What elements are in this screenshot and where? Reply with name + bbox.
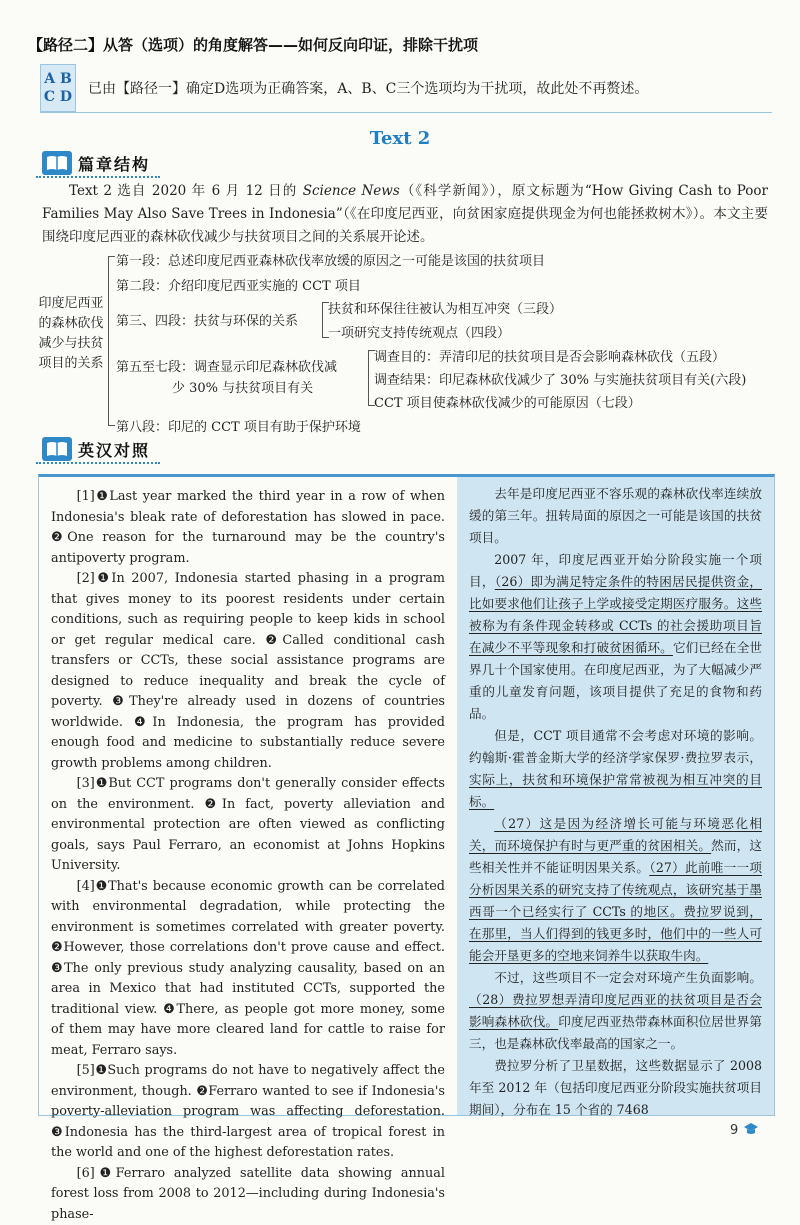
tree-p34: 第三、四段：扶贫与环保的关系 <box>116 310 298 329</box>
structure-heading <box>42 150 150 176</box>
zh-paragraph-1 <box>469 483 762 549</box>
en-paragraph-1: [1]❶Last year marked the third year in a row of when Indonesia's bleak rate of deforestation has slowed in pace. ❷One reason for the turnaround may be the country's antipoverty program. <box>51 487 445 569</box>
route2-explanation: 已由【路径一】确定D选项为正确答案，A、B、C三个选项均为干扰项，故此处不再赘述。 <box>88 78 648 98</box>
zh-2a: 2007 年，印度尼西亚开始分阶段实施一个项目， <box>469 552 762 589</box>
option-label-ab: A B <box>41 70 75 88</box>
zh-5a: 不过，这些项目不一定会对环境产生负面影响。 <box>494 970 762 985</box>
tree-p34a: 扶贫和环保往往被认为相互冲突（三段） <box>328 298 562 317</box>
structure-heading-label: 篇章结构 <box>78 152 150 175</box>
bilingual-panel <box>38 474 775 1116</box>
graduation-cap-icon <box>743 1122 759 1136</box>
tree-root: 印度尼西亚的森林砍伐减少与扶贫项目的关系 <box>38 294 104 374</box>
en-paragraph-6: [6]❶Ferraro analyzed satellite data showing annual forest loss from 2008 to 2012—including during Indonesia's phase- <box>51 1164 445 1225</box>
option-label-box <box>40 64 76 112</box>
en-paragraph-2: [2]❶In 2007, Indonesia started phasing in a program that gives money to its poorest residents under certain conditions, such as requiring people to keep kids in school or get regular medical care. ❷Called conditional cash transfers or CCTs, these social assistance programs are designed to reduce inequality and break the cycle of poverty. ❸They're already used in dozens of countries worldwide. ❹In Indonesia, the program has provided enough food and medicine to substantially reduce severe growth problems among children. <box>51 569 445 774</box>
tree-p1: 第一段：总述印度尼西亚森林砍伐率放缓的原因之一可能是该国的扶贫项目 <box>116 250 545 269</box>
book-icon <box>42 437 72 461</box>
divider <box>40 112 772 113</box>
zh-1b: 扭转局面的原因之一可能是该国的扶贫项目。 <box>469 508 762 545</box>
tree-p57-line2: 少 30% 与扶贫项目有关 <box>172 377 313 396</box>
english-column <box>51 487 445 1225</box>
compare-heading <box>42 436 150 462</box>
page-number: 9 <box>730 1123 738 1138</box>
heading-underline <box>36 176 160 178</box>
zh-3b: 实际上，扶贫和环境保护常常被视为相互冲突的目标。 <box>469 772 762 809</box>
structure-tree <box>0 250 800 440</box>
zh-4b: 然而，这些相关性并不能证明因果关系。 <box>469 838 762 875</box>
intro-part-a: Text 2 选自 2020 年 6 月 12 日的 <box>69 183 303 199</box>
zh-2d: 它们已经在全世界几十个国家使用。在印度尼西亚，为了大幅减少严重的儿童发育问题，该项目提供了充足的食物和药品。 <box>469 640 762 721</box>
tree-p8: 第八段：印尼的 CCT 项目有助于保护环境 <box>116 416 361 435</box>
zh-4d: 费拉罗说到，在那里，当人们得到的钱更多时，他们中的一些人可能会开垦更多的空地来饲养牛以获取牛肉。 <box>469 904 762 963</box>
zh-paragraph-4 <box>469 813 762 967</box>
tree-p57a: 调查目的：弄清印尼的扶贫项目是否会影响森林砍伐（五段） <box>374 346 725 365</box>
zh-3a: 但是，CCT 项目通常不会考虑对环境的影响。约翰斯·霍普金斯大学的经济学家保罗·费拉罗表示， <box>469 728 762 765</box>
en-paragraph-4: [4]❶That's because economic growth can be correlated with environmental degradation, while protecting the environment is sometimes correlated with greater poverty. ❷However, those correlations don't prove cause and effect. ❸The only previous study analyzing causality, based on an area in Mexico that had instituted CCTs, supported the traditional view. ❹There, as people got more money, some of them may have more cleared land for cattle to raise for meat, Ferraro says. <box>51 877 445 1062</box>
heading-underline <box>36 462 160 464</box>
zh-paragraph-2 <box>469 549 762 725</box>
tree-p57c: CCT 项目使森林砍伐减少的可能原因（七段） <box>374 392 641 411</box>
intro-source: Science News <box>303 183 400 199</box>
zh-2c: 这些被称为有条件现金转移或 CCTs 的社会援助项目旨在减少不平等现象和打破贫困循环。 <box>469 596 762 655</box>
zh-4c-q27: （27）此前唯一一项分析因果关系的研究支持了传统观点，该研究基于墨西哥一个已经实行了 CCTs 的地区。 <box>469 860 762 919</box>
structure-intro <box>42 180 768 249</box>
zh-4a-q27: （27）这是因为经济增长可能与环境恶化相关，而环境保护有时与更严重的贫困相关。 <box>469 816 762 853</box>
en-paragraph-5: [5]❶Such programs do not have to negatively affect the environment, though. ❷Ferraro wanted to see if Indonesia's poverty-alleviation program was affecting deforestation. ❸Indonesia has the third-largest area of tropical forest in the world and one of the highest deforestation rates. <box>51 1061 445 1164</box>
main-brace <box>108 256 115 426</box>
compare-heading-label: 英汉对照 <box>78 438 150 461</box>
chinese-column <box>457 477 774 1115</box>
zh-paragraph-5 <box>469 967 762 1055</box>
tree-p57-line1: 第五至七段：调查显示印尼森林砍伐减 <box>116 356 337 375</box>
zh-paragraph-6: 费拉罗分析了卫星数据，这些数据显示了 2008 年至 2012 年（包括印度尼西亚分阶段实施扶贫项目期间），分布在 15 个省的 7468 <box>469 1055 762 1121</box>
route2-answer-row <box>40 64 772 112</box>
tree-p57b: 调查结果：印尼森林砍伐减少了 30% 与实施扶贫项目有关(六段) <box>374 369 746 388</box>
zh-5c: 印度尼西亚热带森林面积位居世界第三，也是森林砍伐率最高的国家之一。 <box>469 1014 762 1051</box>
zh-5b-q28: （28）费拉罗想弄清印度尼西亚的扶贫项目是否会影响森林砍伐。 <box>469 992 762 1029</box>
zh-paragraph-3 <box>469 725 762 813</box>
tree-p34b: 一项研究支持传统观点（四段） <box>328 322 510 341</box>
option-label-cd: C D <box>41 88 75 106</box>
route2-title: 【路径二】从答（选项）的角度解答——如何反向印证，排除干扰项 <box>28 34 478 55</box>
tree-p2: 第二段：介绍印度尼西亚实施的 CCT 项目 <box>116 275 361 294</box>
en-paragraph-3: [3]❶But CCT programs don't generally consider effects on the environment. ❷In fact, poverty alleviation and environmental protection are often viewed as conflicting goals, says Paul Ferraro, an economist at Johns Hopkins University. <box>51 774 445 877</box>
zh-2b-q26: （26）即为满足特定条件的特困居民提供资金，比如要求他们让孩子上学或接受定期医疗服务。 <box>469 574 762 611</box>
zh-1a: 去年是印度尼西亚不容乐观的森林砍伐率连续放缓的第三年。 <box>469 486 762 523</box>
intro-part-b: （《科学新闻》），原文标题为“How Giving Cash to Poor Families May Also Save Trees in Indonesia”（《在印度尼西亚，向贫困家庭提供现金为何也能拯救树木》）。本文主要围绕印度尼西亚的森林砍伐减少与扶贫项目之间的关系展开论述。 <box>42 183 768 245</box>
text-title: Text 2 <box>0 128 800 149</box>
book-icon <box>42 151 72 175</box>
